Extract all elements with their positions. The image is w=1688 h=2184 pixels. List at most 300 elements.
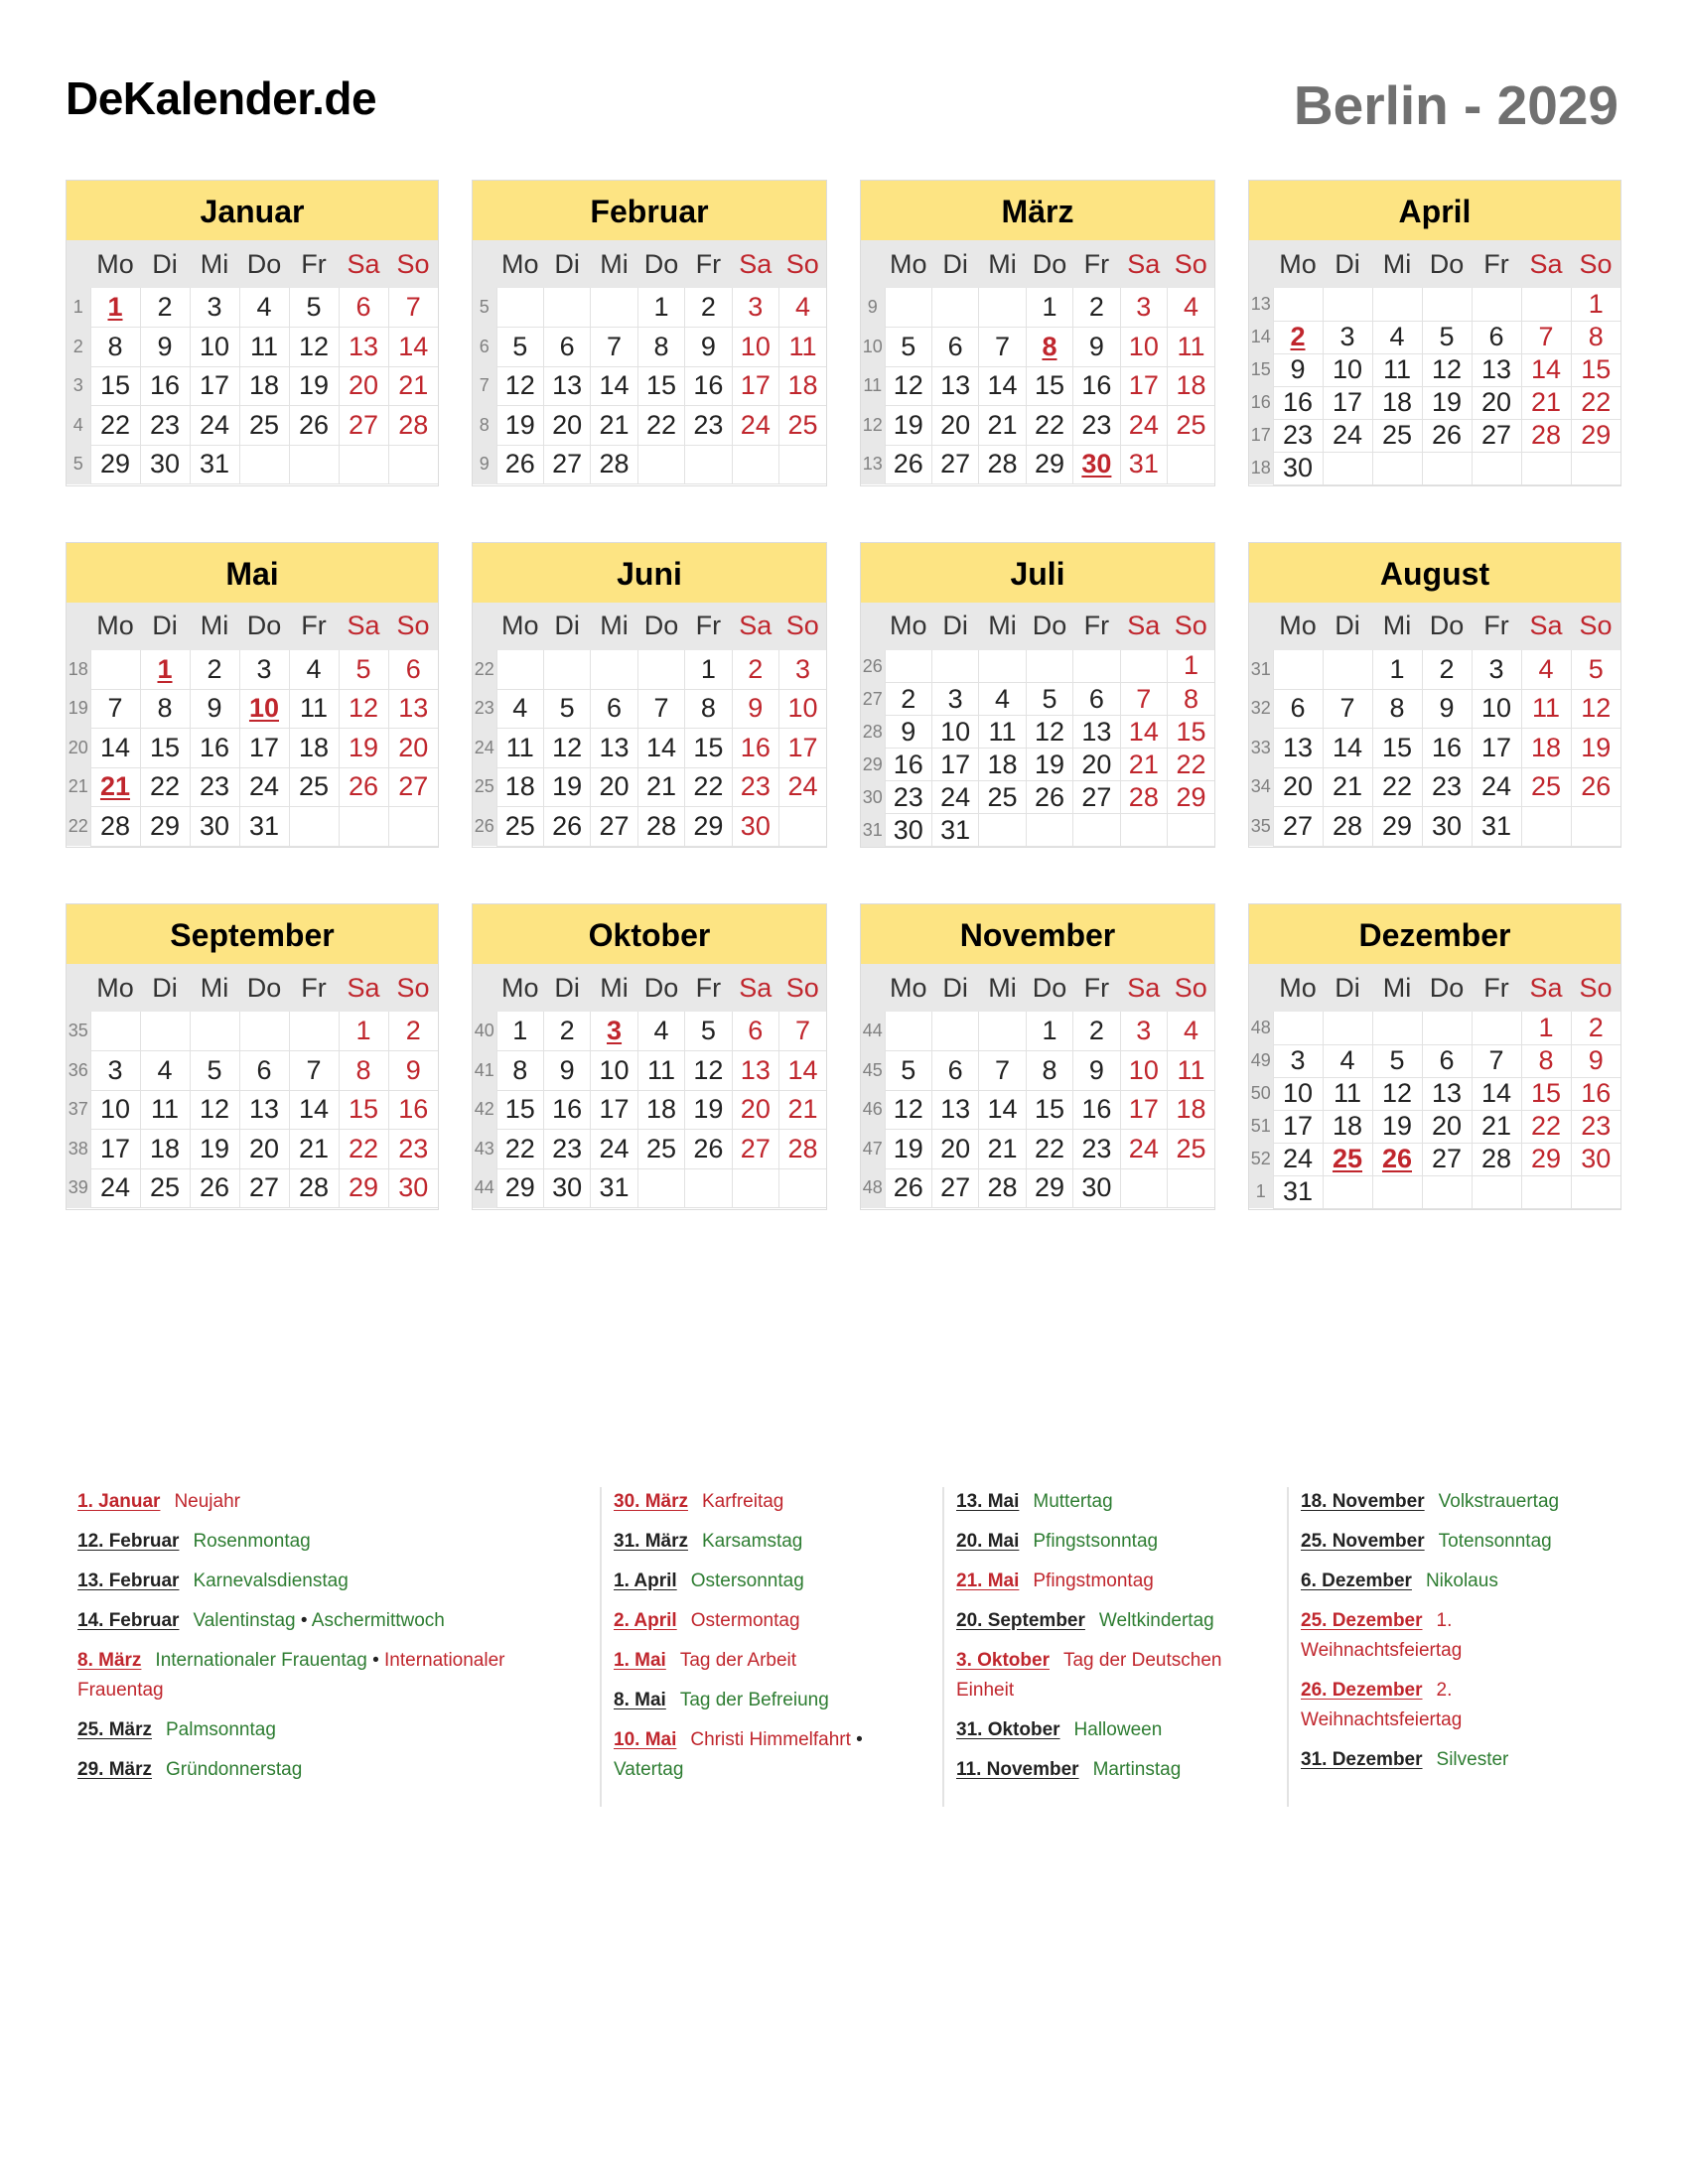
day-cell[interactable]: 9: [1422, 689, 1472, 729]
day-cell[interactable]: 12: [885, 366, 931, 406]
day-cell[interactable]: 29: [1026, 1168, 1072, 1208]
day-cell[interactable]: 11: [140, 1090, 190, 1130]
day-cell[interactable]: 12: [190, 1090, 239, 1130]
day-cell[interactable]: 9: [685, 328, 732, 367]
day-cell[interactable]: 10: [1273, 1077, 1323, 1110]
day-cell[interactable]: 21: [1472, 1110, 1521, 1143]
day-cell[interactable]: 13: [1273, 729, 1323, 768]
legend-date[interactable]: 11. November: [956, 1759, 1079, 1780]
day-cell[interactable]: 4: [239, 288, 289, 328]
legend-date[interactable]: 25. Dezember: [1301, 1610, 1423, 1631]
day-cell[interactable]: [1372, 1143, 1422, 1175]
day-cell[interactable]: 19: [1372, 1110, 1422, 1143]
day-cell[interactable]: 13: [931, 366, 978, 406]
day-cell[interactable]: 17: [239, 729, 289, 768]
day-cell[interactable]: 16: [1571, 1077, 1620, 1110]
day-cell[interactable]: 30: [732, 807, 778, 847]
day-cell[interactable]: 12: [1026, 716, 1072, 749]
day-cell[interactable]: 24: [732, 406, 778, 446]
day-cell[interactable]: 13: [543, 366, 590, 406]
day-cell[interactable]: 28: [979, 1168, 1026, 1208]
day-cell[interactable]: 16: [685, 366, 732, 406]
day-cell[interactable]: 3: [931, 683, 978, 716]
day-cell[interactable]: 15: [1026, 1090, 1072, 1130]
day-cell[interactable]: [239, 689, 289, 729]
day-cell[interactable]: 19: [496, 406, 543, 446]
legend-date[interactable]: 30. März: [614, 1491, 688, 1512]
day-cell[interactable]: 13: [591, 729, 637, 768]
day-cell[interactable]: 23: [1073, 406, 1120, 446]
day-cell[interactable]: 14: [1323, 729, 1372, 768]
day-cell[interactable]: 23: [685, 406, 732, 446]
day-cell[interactable]: 16: [1422, 729, 1472, 768]
day-cell[interactable]: 13: [1472, 353, 1521, 386]
day-cell[interactable]: 6: [543, 328, 590, 367]
day-cell[interactable]: 6: [732, 1012, 778, 1051]
day-cell[interactable]: 21: [289, 1130, 339, 1169]
day-cell[interactable]: 28: [1521, 419, 1571, 452]
day-cell[interactable]: 26: [190, 1168, 239, 1208]
day-cell[interactable]: 11: [979, 716, 1026, 749]
day-cell[interactable]: 19: [885, 406, 931, 446]
day-cell[interactable]: 28: [779, 1130, 826, 1169]
day-cell[interactable]: 30: [190, 807, 239, 847]
day-cell[interactable]: 24: [239, 767, 289, 807]
day-cell[interactable]: 26: [289, 406, 339, 446]
day-cell[interactable]: 22: [1372, 767, 1422, 807]
day-cell[interactable]: 4: [637, 1012, 684, 1051]
day-cell[interactable]: 2: [1073, 1012, 1120, 1051]
day-cell[interactable]: 1: [1168, 650, 1214, 683]
day-cell[interactable]: 27: [1073, 781, 1120, 814]
legend-date[interactable]: 3. Oktober: [956, 1650, 1050, 1671]
day-cell[interactable]: 7: [90, 689, 140, 729]
day-cell[interactable]: 20: [1273, 767, 1323, 807]
day-cell[interactable]: 8: [1372, 689, 1422, 729]
day-cell[interactable]: 11: [1168, 1051, 1214, 1091]
day-cell[interactable]: 8: [1571, 321, 1620, 353]
legend-date[interactable]: 20. September: [956, 1610, 1085, 1631]
day-cell[interactable]: 13: [339, 328, 388, 367]
day-cell[interactable]: 14: [1521, 353, 1571, 386]
day-cell[interactable]: 23: [1073, 1130, 1120, 1169]
day-cell[interactable]: 1: [685, 650, 732, 690]
day-cell[interactable]: 14: [591, 366, 637, 406]
day-cell[interactable]: 12: [496, 366, 543, 406]
day-cell[interactable]: 28: [591, 445, 637, 484]
day-cell[interactable]: 16: [388, 1090, 438, 1130]
day-cell[interactable]: 10: [1120, 328, 1167, 367]
day-cell[interactable]: 15: [1571, 353, 1620, 386]
day-cell[interactable]: 22: [1026, 406, 1072, 446]
day-cell[interactable]: 28: [979, 445, 1026, 484]
day-cell[interactable]: 1: [1372, 650, 1422, 690]
day-cell[interactable]: 1: [1026, 288, 1072, 328]
day-cell[interactable]: 7: [388, 288, 438, 328]
day-cell[interactable]: 9: [1073, 1051, 1120, 1091]
day-cell[interactable]: 7: [1521, 321, 1571, 353]
day-cell[interactable]: 15: [1521, 1077, 1571, 1110]
day-cell[interactable]: 11: [239, 328, 289, 367]
day-cell[interactable]: 6: [1422, 1044, 1472, 1077]
day-cell[interactable]: 31: [1472, 807, 1521, 847]
legend-date[interactable]: 12. Februar: [77, 1531, 180, 1552]
day-cell[interactable]: 10: [931, 716, 978, 749]
day-cell[interactable]: 8: [637, 328, 684, 367]
day-cell[interactable]: 9: [190, 689, 239, 729]
day-cell[interactable]: 10: [779, 689, 826, 729]
day-cell[interactable]: 9: [732, 689, 778, 729]
day-cell[interactable]: 16: [1073, 1090, 1120, 1130]
day-cell[interactable]: 24: [90, 1168, 140, 1208]
day-cell[interactable]: 15: [685, 729, 732, 768]
day-cell[interactable]: 17: [1120, 1090, 1167, 1130]
day-cell[interactable]: 4: [1168, 288, 1214, 328]
day-cell[interactable]: 22: [1571, 386, 1620, 419]
day-cell[interactable]: 20: [931, 406, 978, 446]
day-cell[interactable]: 29: [496, 1168, 543, 1208]
day-cell[interactable]: 28: [1472, 1143, 1521, 1175]
day-cell[interactable]: 5: [543, 689, 590, 729]
day-cell[interactable]: 24: [1120, 1130, 1167, 1169]
day-cell[interactable]: 24: [1273, 1143, 1323, 1175]
day-cell[interactable]: 21: [1120, 749, 1167, 781]
day-cell[interactable]: 17: [1120, 366, 1167, 406]
day-cell[interactable]: 12: [289, 328, 339, 367]
day-cell[interactable]: 2: [1571, 1012, 1620, 1044]
day-cell[interactable]: 18: [1168, 1090, 1214, 1130]
day-cell[interactable]: 20: [1472, 386, 1521, 419]
day-cell[interactable]: 5: [885, 1051, 931, 1091]
day-cell[interactable]: 21: [1521, 386, 1571, 419]
day-cell[interactable]: 11: [289, 689, 339, 729]
day-cell[interactable]: 15: [1026, 366, 1072, 406]
day-cell[interactable]: 4: [289, 650, 339, 690]
day-cell[interactable]: 22: [140, 767, 190, 807]
day-cell[interactable]: 25: [1168, 406, 1214, 446]
day-cell[interactable]: 18: [140, 1130, 190, 1169]
day-cell[interactable]: 23: [543, 1130, 590, 1169]
day-cell[interactable]: 1: [1026, 1012, 1072, 1051]
day-cell[interactable]: 2: [190, 650, 239, 690]
day-cell[interactable]: 23: [1273, 419, 1323, 452]
day-cell[interactable]: [1323, 1143, 1372, 1175]
day-cell[interactable]: 20: [591, 767, 637, 807]
day-cell[interactable]: 4: [779, 288, 826, 328]
day-cell[interactable]: 28: [289, 1168, 339, 1208]
day-cell[interactable]: 23: [140, 406, 190, 446]
day-cell[interactable]: 20: [732, 1090, 778, 1130]
day-cell[interactable]: 13: [239, 1090, 289, 1130]
day-cell[interactable]: 14: [1120, 716, 1167, 749]
day-cell[interactable]: 14: [388, 328, 438, 367]
day-cell[interactable]: 20: [339, 366, 388, 406]
day-cell[interactable]: 6: [388, 650, 438, 690]
day-cell[interactable]: 18: [1168, 366, 1214, 406]
day-cell[interactable]: 17: [1323, 386, 1372, 419]
day-cell[interactable]: 21: [591, 406, 637, 446]
day-cell[interactable]: 12: [685, 1051, 732, 1091]
day-cell[interactable]: 4: [1372, 321, 1422, 353]
day-cell[interactable]: 26: [1422, 419, 1472, 452]
day-cell[interactable]: 30: [885, 814, 931, 847]
day-cell[interactable]: 19: [685, 1090, 732, 1130]
day-cell[interactable]: 4: [979, 683, 1026, 716]
day-cell[interactable]: 2: [1073, 288, 1120, 328]
day-cell[interactable]: 21: [637, 767, 684, 807]
day-cell[interactable]: [1026, 328, 1072, 367]
day-cell[interactable]: 15: [339, 1090, 388, 1130]
day-cell[interactable]: 10: [1472, 689, 1521, 729]
day-cell[interactable]: 4: [1323, 1044, 1372, 1077]
day-cell[interactable]: 15: [140, 729, 190, 768]
day-cell[interactable]: 18: [1323, 1110, 1372, 1143]
legend-date[interactable]: 31. Dezember: [1301, 1749, 1423, 1770]
day-cell[interactable]: 23: [388, 1130, 438, 1169]
day-cell[interactable]: 10: [90, 1090, 140, 1130]
day-cell[interactable]: 19: [1571, 729, 1620, 768]
day-cell[interactable]: 17: [90, 1130, 140, 1169]
day-cell[interactable]: 11: [1521, 689, 1571, 729]
day-cell[interactable]: 6: [591, 689, 637, 729]
day-cell[interactable]: 26: [1026, 781, 1072, 814]
day-cell[interactable]: 25: [1521, 767, 1571, 807]
day-cell[interactable]: 2: [885, 683, 931, 716]
day-cell[interactable]: 26: [543, 807, 590, 847]
day-cell[interactable]: 24: [1323, 419, 1372, 452]
day-cell[interactable]: 21: [779, 1090, 826, 1130]
day-cell[interactable]: 27: [931, 1168, 978, 1208]
day-cell[interactable]: 9: [388, 1051, 438, 1091]
day-cell[interactable]: 23: [732, 767, 778, 807]
day-cell[interactable]: 14: [289, 1090, 339, 1130]
day-cell[interactable]: 3: [1472, 650, 1521, 690]
day-cell[interactable]: 8: [140, 689, 190, 729]
day-cell[interactable]: 27: [239, 1168, 289, 1208]
day-cell[interactable]: 26: [685, 1130, 732, 1169]
day-cell[interactable]: 18: [979, 749, 1026, 781]
day-cell[interactable]: 17: [1273, 1110, 1323, 1143]
day-cell[interactable]: 11: [779, 328, 826, 367]
day-cell[interactable]: 12: [543, 729, 590, 768]
day-cell[interactable]: 19: [885, 1130, 931, 1169]
day-cell[interactable]: 5: [1026, 683, 1072, 716]
day-cell[interactable]: 25: [289, 767, 339, 807]
day-cell[interactable]: 13: [1073, 716, 1120, 749]
day-cell[interactable]: 14: [637, 729, 684, 768]
legend-date[interactable]: 2. April: [614, 1610, 677, 1631]
day-cell[interactable]: 8: [1521, 1044, 1571, 1077]
day-cell[interactable]: 16: [190, 729, 239, 768]
legend-date[interactable]: 1. Mai: [614, 1650, 666, 1671]
day-cell[interactable]: 12: [1422, 353, 1472, 386]
day-cell[interactable]: 3: [1323, 321, 1372, 353]
day-cell[interactable]: 23: [885, 781, 931, 814]
day-cell[interactable]: 13: [388, 689, 438, 729]
day-cell[interactable]: 24: [931, 781, 978, 814]
day-cell[interactable]: 6: [931, 328, 978, 367]
day-cell[interactable]: 21: [1323, 767, 1372, 807]
day-cell[interactable]: 9: [1571, 1044, 1620, 1077]
legend-date[interactable]: 25. März: [77, 1719, 152, 1740]
day-cell[interactable]: 14: [779, 1051, 826, 1091]
day-cell[interactable]: 23: [1571, 1110, 1620, 1143]
day-cell[interactable]: 22: [1521, 1110, 1571, 1143]
day-cell[interactable]: 16: [885, 749, 931, 781]
day-cell[interactable]: 15: [1372, 729, 1422, 768]
day-cell[interactable]: 7: [979, 1051, 1026, 1091]
day-cell[interactable]: 14: [1472, 1077, 1521, 1110]
day-cell[interactable]: 24: [779, 767, 826, 807]
day-cell[interactable]: 8: [1168, 683, 1214, 716]
day-cell[interactable]: 24: [1472, 767, 1521, 807]
day-cell[interactable]: 31: [190, 445, 239, 484]
day-cell[interactable]: 30: [140, 445, 190, 484]
day-cell[interactable]: 26: [339, 767, 388, 807]
day-cell[interactable]: 20: [931, 1130, 978, 1169]
day-cell[interactable]: [90, 288, 140, 328]
day-cell[interactable]: 5: [685, 1012, 732, 1051]
day-cell[interactable]: 1: [1521, 1012, 1571, 1044]
day-cell[interactable]: 27: [543, 445, 590, 484]
day-cell[interactable]: 3: [90, 1051, 140, 1091]
day-cell[interactable]: 1: [339, 1012, 388, 1051]
day-cell[interactable]: 3: [1120, 1012, 1167, 1051]
day-cell[interactable]: 2: [140, 288, 190, 328]
day-cell[interactable]: 5: [1422, 321, 1472, 353]
day-cell[interactable]: 30: [1422, 807, 1472, 847]
day-cell[interactable]: [591, 1012, 637, 1051]
day-cell[interactable]: 4: [140, 1051, 190, 1091]
day-cell[interactable]: 11: [637, 1051, 684, 1091]
day-cell[interactable]: 25: [637, 1130, 684, 1169]
day-cell[interactable]: 2: [732, 650, 778, 690]
day-cell[interactable]: 10: [591, 1051, 637, 1091]
day-cell[interactable]: 25: [140, 1168, 190, 1208]
day-cell[interactable]: [90, 767, 140, 807]
day-cell[interactable]: 18: [1521, 729, 1571, 768]
day-cell[interactable]: 30: [1073, 1168, 1120, 1208]
legend-date[interactable]: 1. Januar: [77, 1491, 161, 1512]
day-cell[interactable]: 31: [591, 1168, 637, 1208]
day-cell[interactable]: 27: [931, 445, 978, 484]
day-cell[interactable]: 17: [779, 729, 826, 768]
day-cell[interactable]: 22: [1168, 749, 1214, 781]
day-cell[interactable]: 31: [1273, 1175, 1323, 1208]
day-cell[interactable]: 3: [732, 288, 778, 328]
day-cell[interactable]: 27: [1472, 419, 1521, 452]
day-cell[interactable]: 8: [685, 689, 732, 729]
day-cell[interactable]: 25: [979, 781, 1026, 814]
day-cell[interactable]: 21: [388, 366, 438, 406]
day-cell[interactable]: 10: [732, 328, 778, 367]
day-cell[interactable]: 31: [931, 814, 978, 847]
day-cell[interactable]: 8: [90, 328, 140, 367]
day-cell[interactable]: 15: [90, 366, 140, 406]
day-cell[interactable]: 18: [1372, 386, 1422, 419]
day-cell[interactable]: 21: [979, 1130, 1026, 1169]
legend-date[interactable]: 26. Dezember: [1301, 1680, 1423, 1701]
day-cell[interactable]: 27: [339, 406, 388, 446]
day-cell[interactable]: 27: [591, 807, 637, 847]
day-cell[interactable]: 15: [496, 1090, 543, 1130]
day-cell[interactable]: [1273, 321, 1323, 353]
day-cell[interactable]: 4: [1521, 650, 1571, 690]
day-cell[interactable]: 3: [239, 650, 289, 690]
day-cell[interactable]: 29: [1571, 419, 1620, 452]
day-cell[interactable]: 9: [885, 716, 931, 749]
day-cell[interactable]: 26: [496, 445, 543, 484]
day-cell[interactable]: 31: [1120, 445, 1167, 484]
legend-date[interactable]: 18. November: [1301, 1491, 1425, 1512]
day-cell[interactable]: 17: [190, 366, 239, 406]
legend-date[interactable]: 14. Februar: [77, 1610, 180, 1631]
day-cell[interactable]: 24: [1120, 406, 1167, 446]
day-cell[interactable]: 23: [1422, 767, 1472, 807]
day-cell[interactable]: 22: [637, 406, 684, 446]
day-cell[interactable]: 8: [1026, 1051, 1072, 1091]
day-cell[interactable]: 6: [339, 288, 388, 328]
legend-date[interactable]: 29. März: [77, 1759, 152, 1780]
legend-date[interactable]: 6. Dezember: [1301, 1570, 1412, 1591]
day-cell[interactable]: 5: [339, 650, 388, 690]
day-cell[interactable]: 29: [339, 1168, 388, 1208]
day-cell[interactable]: 15: [1168, 716, 1214, 749]
day-cell[interactable]: 26: [1571, 767, 1620, 807]
day-cell[interactable]: 25: [1372, 419, 1422, 452]
day-cell[interactable]: 11: [1372, 353, 1422, 386]
day-cell[interactable]: 5: [1372, 1044, 1422, 1077]
day-cell[interactable]: 7: [637, 689, 684, 729]
day-cell[interactable]: 9: [1273, 353, 1323, 386]
day-cell[interactable]: 28: [637, 807, 684, 847]
day-cell[interactable]: 12: [1372, 1077, 1422, 1110]
day-cell[interactable]: 3: [779, 650, 826, 690]
day-cell[interactable]: 9: [1073, 328, 1120, 367]
day-cell[interactable]: 16: [1073, 366, 1120, 406]
day-cell[interactable]: 10: [1120, 1051, 1167, 1091]
day-cell[interactable]: 1: [496, 1012, 543, 1051]
day-cell[interactable]: 29: [1026, 445, 1072, 484]
day-cell[interactable]: 15: [637, 366, 684, 406]
day-cell[interactable]: 29: [685, 807, 732, 847]
day-cell[interactable]: 11: [1168, 328, 1214, 367]
day-cell[interactable]: 20: [239, 1130, 289, 1169]
day-cell[interactable]: 2: [685, 288, 732, 328]
day-cell[interactable]: 7: [1323, 689, 1372, 729]
day-cell[interactable]: 16: [1273, 386, 1323, 419]
day-cell[interactable]: 31: [239, 807, 289, 847]
day-cell[interactable]: 11: [496, 729, 543, 768]
day-cell[interactable]: 9: [140, 328, 190, 367]
day-cell[interactable]: 18: [289, 729, 339, 768]
day-cell[interactable]: 28: [1323, 807, 1372, 847]
day-cell[interactable]: 30: [1571, 1143, 1620, 1175]
day-cell[interactable]: 29: [1372, 807, 1422, 847]
day-cell[interactable]: [1073, 445, 1120, 484]
day-cell[interactable]: 2: [543, 1012, 590, 1051]
day-cell[interactable]: 19: [190, 1130, 239, 1169]
day-cell[interactable]: 7: [1120, 683, 1167, 716]
day-cell[interactable]: 19: [339, 729, 388, 768]
day-cell[interactable]: 3: [1273, 1044, 1323, 1077]
day-cell[interactable]: 29: [140, 807, 190, 847]
day-cell[interactable]: 3: [190, 288, 239, 328]
day-cell[interactable]: 19: [543, 767, 590, 807]
day-cell[interactable]: 18: [239, 366, 289, 406]
day-cell[interactable]: 18: [779, 366, 826, 406]
day-cell[interactable]: 1: [637, 288, 684, 328]
